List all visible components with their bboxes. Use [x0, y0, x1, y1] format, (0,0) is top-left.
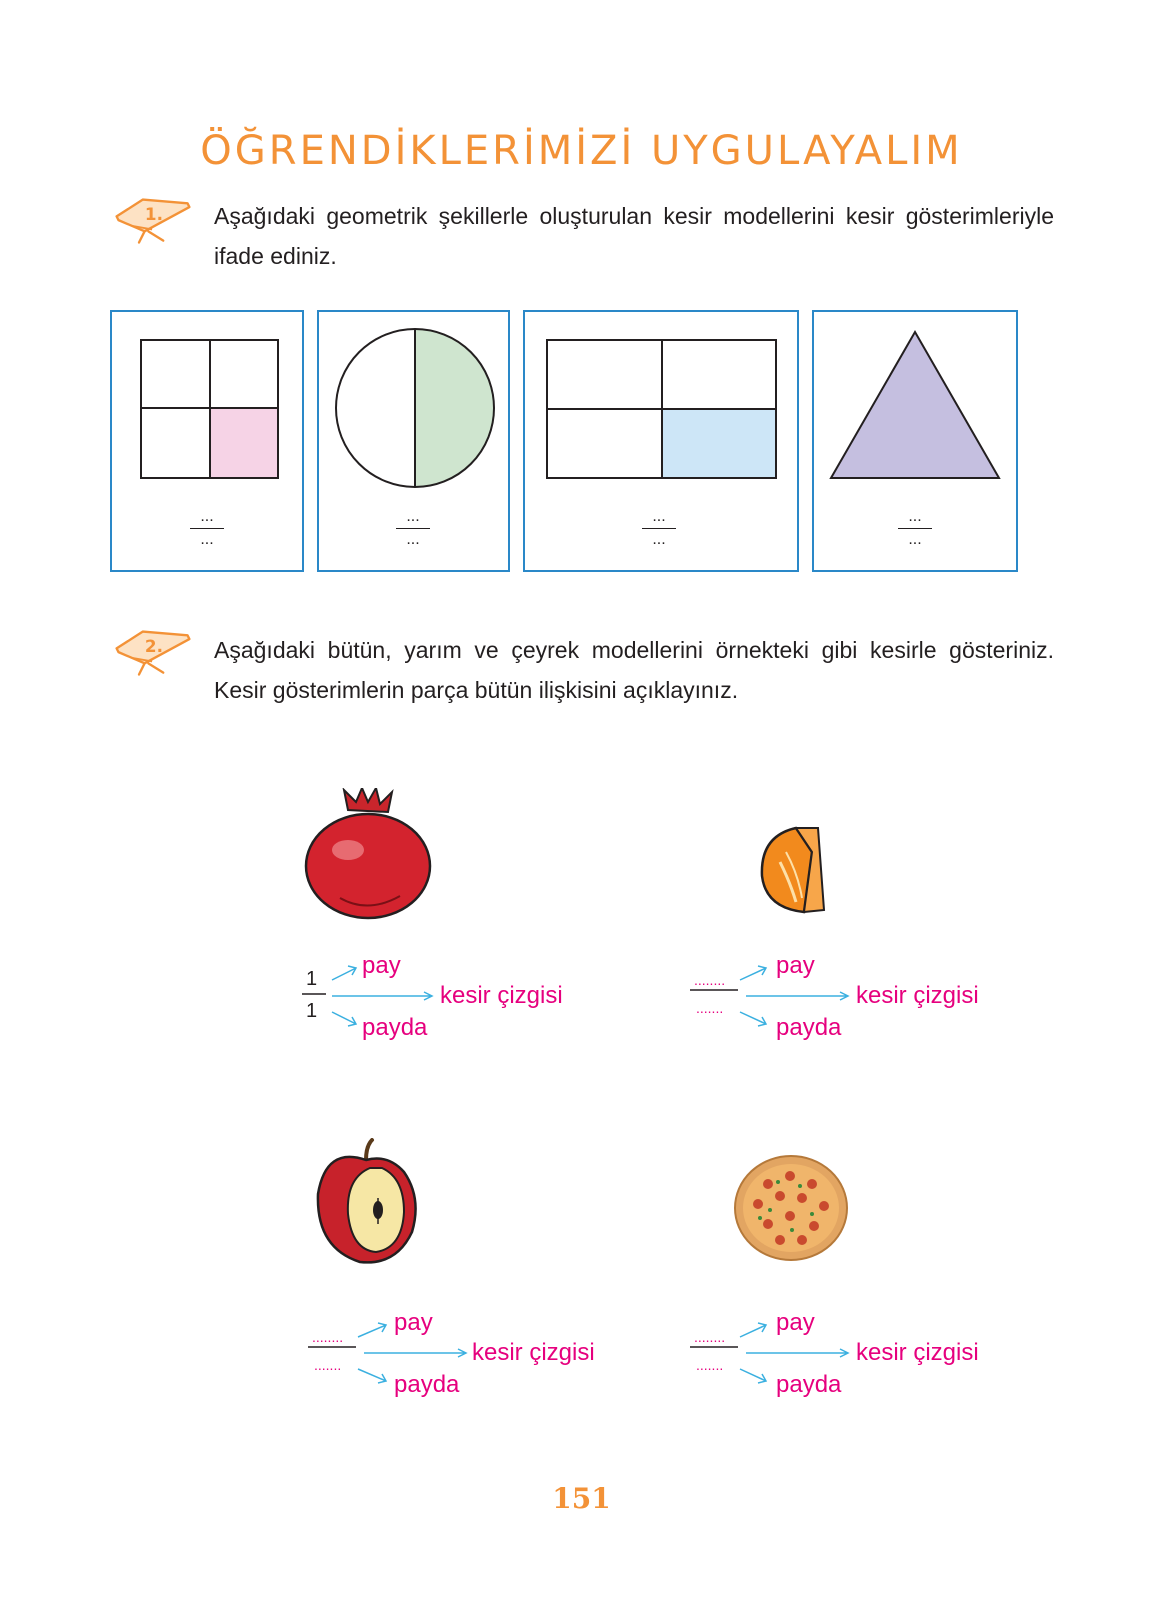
- payda-label: payda: [776, 1014, 842, 1041]
- fraction-diagram-pomegranate: [298, 950, 658, 1050]
- fraction-blank-3[interactable]: ... ...: [629, 510, 689, 547]
- pomegranate-icon: [300, 788, 440, 920]
- fraction-blank-1[interactable]: ... ...: [177, 510, 237, 547]
- pay-label: pay: [362, 952, 401, 979]
- denominator-blank[interactable]: .......: [314, 1357, 342, 1373]
- page-number: 151: [552, 1482, 611, 1515]
- kesir-cizgisi-label: kesir çizgisi: [440, 982, 563, 1009]
- kesir-cizgisi-label: kesir çizgisi: [472, 1339, 595, 1366]
- example-numerator: 1: [306, 968, 318, 990]
- question-2-number: 2.: [144, 636, 163, 657]
- page-title: ÖĞRENDİKLERİMİZİ UYGULAYALIM: [200, 128, 963, 174]
- payda-label: payda: [362, 1014, 428, 1041]
- fraction-diagram-orange: [688, 950, 1048, 1050]
- payda-label: payda: [394, 1371, 460, 1398]
- pay-label: pay: [776, 1309, 815, 1336]
- pizza-icon: [732, 1154, 850, 1262]
- numerator-blank[interactable]: ........: [312, 1329, 344, 1345]
- denominator-blank[interactable]: .......: [696, 1000, 724, 1016]
- fraction-blank-4[interactable]: ... ...: [885, 510, 945, 547]
- denominator-blank[interactable]: .......: [696, 1357, 724, 1373]
- question-2-text: Aşağıdaki bütün, yarım ve çeyrek modellerini örnekteki gibi kesirle gösteriniz. Kesir gösterimlerin parça bütün ilişkisini açıklayınız.: [214, 637, 1054, 703]
- example-denominator: 1: [306, 1000, 318, 1022]
- numerator-blank[interactable]: ........: [694, 972, 726, 988]
- fraction-diagram-apple: [306, 1307, 666, 1407]
- question-1-text: Aşağıdaki geometrik şekillerle oluşturulan kesir modellerini kesir gösterimleriyle ifade ediniz.: [214, 203, 1054, 269]
- orange-quarter-icon: [756, 822, 828, 916]
- kesir-cizgisi-label: kesir çizgisi: [856, 982, 979, 1009]
- apple-half-icon: [312, 1138, 422, 1266]
- question-1-number: 1.: [144, 204, 163, 225]
- pay-label: pay: [776, 952, 815, 979]
- fraction-diagram-pizza: [688, 1307, 1048, 1407]
- payda-label: payda: [776, 1371, 842, 1398]
- numerator-blank[interactable]: ........: [694, 1329, 726, 1345]
- kesir-cizgisi-label: kesir çizgisi: [856, 1339, 979, 1366]
- question-1-badge: [108, 194, 198, 250]
- question-2-badge: [108, 626, 198, 682]
- pay-label: pay: [394, 1309, 433, 1336]
- fraction-blank-2[interactable]: ... ...: [383, 510, 443, 547]
